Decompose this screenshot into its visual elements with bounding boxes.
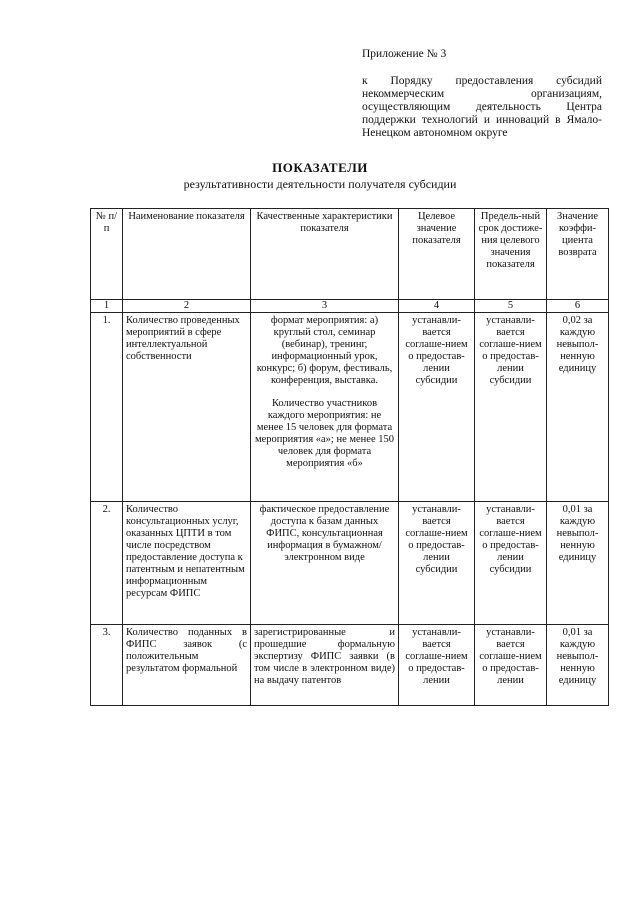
indicator-deadline: устанавли-вается соглаше-нием о предостав-лении xyxy=(475,625,547,706)
table-row xyxy=(91,313,609,502)
table-row xyxy=(91,625,609,706)
indicator-quality: фактическое предоставление доступа к базам данных ФИПС, консультационная информация в бумажном/электронном виде xyxy=(251,502,399,625)
appendix-reference: к Порядку предоставления субсидий некоммерческим организациям, осуществляющим деятельность Центра поддержки технологий и инноваций в Ямало-Ненецком автономном округе xyxy=(362,75,602,139)
appendix-block xyxy=(362,48,602,140)
quality-format: формат мероприятия: а) круглый стол, семинар (вебинар), тренинг, информационный урок, конкурс; б) форум, фестиваль, конференция, выставка. xyxy=(256,315,393,386)
column-number: 1 xyxy=(91,300,123,313)
column-number: 2 xyxy=(123,300,251,313)
quality-participants: Количество участников каждого мероприятия: не менее 15 человек для формата мероприятия «а»; не менее 150 человек для формата мероприятия «б» xyxy=(254,398,394,469)
indicator-deadline: устанавли-вается соглаше-нием о предостав-лении субсидии xyxy=(475,313,547,502)
header-coef: Значение коэффи-циента возврата xyxy=(547,209,609,300)
header-quality: Качественные характеристики показателя xyxy=(251,209,399,300)
indicator-coef: 0,01 за каждую невыпол-ненную единицу xyxy=(547,625,609,706)
indicator-quality: зарегистрированные и прошедшие формальную экспертизу ФИПС заявки (в том числе в электронном виде) на выдачу патентов xyxy=(251,625,399,706)
row-number: 2. xyxy=(91,502,123,625)
title-main: ПОКАЗАТЕЛИ xyxy=(272,160,368,175)
column-numbers-row xyxy=(91,300,609,313)
table-header-row xyxy=(91,209,609,300)
row-number: 3. xyxy=(91,625,123,706)
header-name: Наименование показателя xyxy=(123,209,251,300)
header-target: Целевое значение показателя xyxy=(399,209,475,300)
indicator-coef: 0,02 за каждую невыпол-ненную единицу xyxy=(547,313,609,502)
document-title xyxy=(0,160,640,192)
indicator-name: Количество поданных в ФИПС заявок (с положительным результатом формальной xyxy=(123,625,251,706)
indicator-deadline: устанавли-вается соглаше-нием о предостав-лении субсидии xyxy=(475,502,547,625)
indicator-name: Количество консультационных услуг, оказанных ЦПТИ в том числе посредством предоставление доступа к патентным и непатентным информационным ресурсам ФИПС xyxy=(123,502,251,625)
table-row xyxy=(91,502,609,625)
header-num: № п/п xyxy=(91,209,123,300)
appendix-number: Приложение № 3 xyxy=(362,48,447,60)
indicator-name: Количество проведенных мероприятий в сфере интеллектуальной собственности xyxy=(123,313,251,502)
indicator-target: устанавли-вается соглаше-нием о предостав-лении xyxy=(399,625,475,706)
column-number: 3 xyxy=(251,300,399,313)
title-subtitle: результативности деятельности получателя субсидии xyxy=(183,177,457,191)
column-number: 4 xyxy=(399,300,475,313)
column-number: 6 xyxy=(547,300,609,313)
indicator-coef: 0,01 за каждую невыпол-ненную единицу xyxy=(547,502,609,625)
indicators-table xyxy=(90,208,609,706)
header-deadline: Предель-ный срок достиже-ния целевого значения показателя xyxy=(475,209,547,300)
row-number: 1. xyxy=(91,313,123,502)
indicator-target: устанавли-вается соглаше-нием о предостав-лении субсидии xyxy=(399,313,475,502)
column-number: 5 xyxy=(475,300,547,313)
indicator-target: устанавли-вается соглаше-нием о предостав-лении субсидии xyxy=(399,502,475,625)
indicator-quality xyxy=(251,313,399,502)
